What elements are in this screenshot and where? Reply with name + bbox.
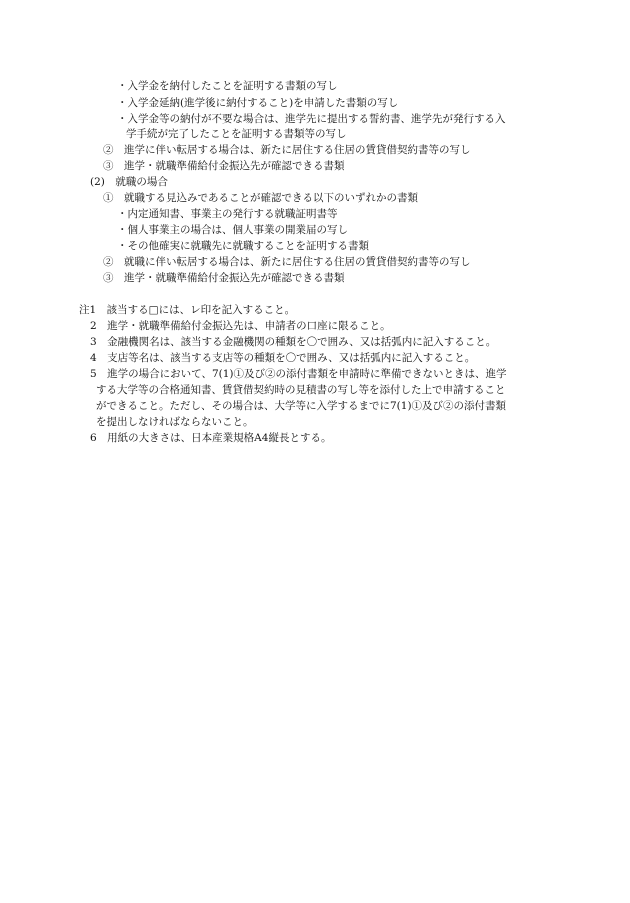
item-2-employment-relocation: ② 就職に伴い転居する場合は、新たに居住する住居の賃貸借契約書等の写し	[103, 256, 471, 268]
section-2-heading: (2) 就職の場合	[90, 176, 168, 188]
item-3-employment-transfer-destination: ③ 進学・就職準備給付金振込先が確認できる書類	[103, 272, 345, 284]
item-1-employment-proof: ① 就職する見込みであることが確認できる以下のいずれかの書類	[103, 192, 418, 204]
note-6: 6 用紙の大きさは、日本産業規格A4縦長とする。	[90, 432, 332, 444]
item-2-study-relocation: ② 進学に伴い転居する場合は、新たに居住する住居の賃貸借契約書等の写し	[103, 144, 471, 156]
note-5-line-3: ができること。ただし、その場合は、大学等に入学するまでに7(1)①及び②の添付書類	[96, 400, 507, 412]
bullet-sole-proprietor: ・個人事業主の場合は、個人事業の開業届の写し	[117, 224, 348, 236]
item-3-study-transfer-destination: ③ 進学・就職準備給付金振込先が確認できる書類	[103, 160, 345, 172]
bullet-admission-fee-deferred: ・入学金延納(進学後に納付すること)を申請した書類の写し	[117, 97, 399, 109]
note-4: 4 支店等名は、該当する支店等の種類を〇で囲み、又は括弧内に記入すること。	[90, 352, 476, 364]
bullet-job-offer: ・内定通知書、事業主の発行する就職証明書等	[117, 208, 338, 220]
note-2: 2 進学・就職準備給付金振込先は、申請者の口座に限ること。	[90, 320, 391, 332]
note-1: 注1 該当する□には、レ印を記入すること。	[79, 304, 296, 316]
note-5-line-1: 5 進学の場合において、7(1)①及び②の添付書類を申請時に準備できないときは、進学	[90, 368, 507, 380]
bullet-admission-fee-not-required: ・入学金等の納付が不要な場合は、進学先に提出する誓約書、進学先が発行する入	[117, 113, 506, 125]
note-5-line-2: する大学等の合格通知書、賃貸借契約時の見積書の写し等を添付した上で申請すること	[96, 384, 506, 396]
note-5-line-4: を提出しなければならないこと。	[96, 416, 254, 428]
note-3: 3 金融機関名は、該当する金融機関の種類を〇で囲み、又は括弧内に記入すること。	[90, 336, 497, 348]
bullet-admission-fee-paid: ・入学金を納付したことを証明する書類の写し	[117, 80, 338, 92]
bullet-admission-fee-not-required-cont: 学手続が完了したことを証明する書類等の写し	[126, 128, 347, 140]
bullet-other-proof: ・その他確実に就職先に就職することを証明する書類	[117, 240, 369, 252]
